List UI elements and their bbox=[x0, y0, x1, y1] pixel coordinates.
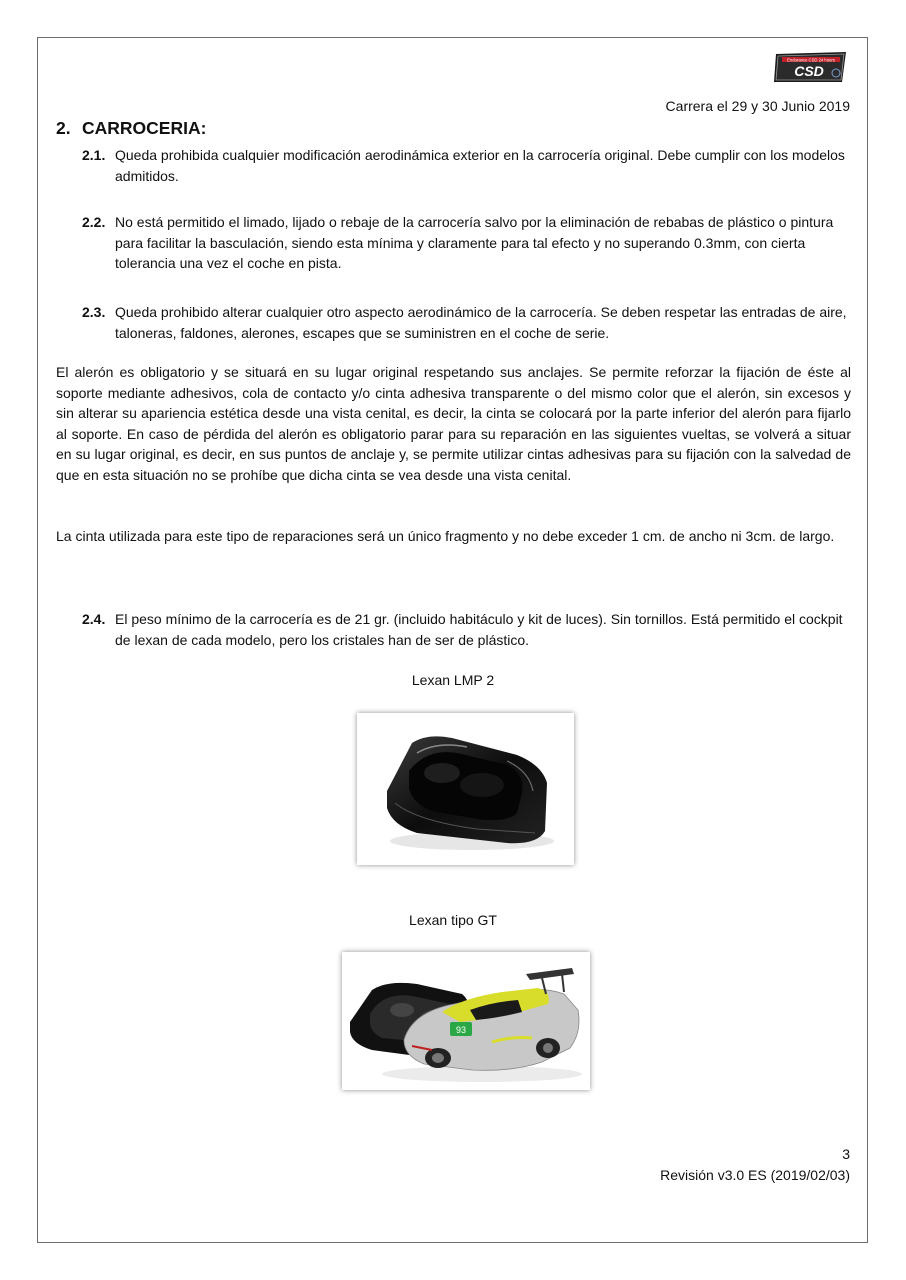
rule-item-2-2 bbox=[82, 212, 852, 274]
rule-item-2-1 bbox=[82, 145, 852, 186]
rule-text: No está permitido el limado, lijado o rebaje de la carrocería salvo por la eliminación de rebabas de plástico o pintura para facilitar la basculación, siendo esta mínima y claramente para tal efecto y no superando 0.3mm, con cierta tolerancia una vez el coche en pista. bbox=[115, 214, 834, 271]
race-date: Carrera el 29 y 30 Junio 2019 bbox=[665, 98, 850, 114]
revision-text: Revisión v3.0 ES (2019/02/03) bbox=[660, 1167, 850, 1183]
figure-caption-gt: Lexan tipo GT bbox=[409, 912, 497, 928]
figure-caption-lmp2: Lexan LMP 2 bbox=[411, 672, 495, 688]
logo-text: CSD bbox=[794, 63, 824, 79]
logo-subtext: Endurance CSD 24 hours bbox=[787, 57, 835, 63]
rule-number: 2.3. bbox=[82, 304, 106, 320]
lexan-lmp2-photo bbox=[357, 713, 574, 865]
rule-number: 2.2. bbox=[82, 214, 106, 230]
car-number: 93 bbox=[455, 1025, 467, 1035]
paragraph-aleron: El alerón es obligatorio y se situará en su lugar original respetando sus anclajes. Se permite reforzar la fijación de éste al soporte mediante adhesivos, cola de contacto y/o cinta adhesiva transparente o del mismo color que el alerón, sin excesos y sin alterar su apariencia estética desde una vista cenital, es decir, la cinta se colocará por la parte inferior del alerón para fijarlo al soporte. En caso de pérdida del alerón es obligatorio parar para su reparación en las siguientes vueltas, se volverá a situar en su lugar original, es decir, en sus puntos de anclaje y, se permite utilizar cintas adhesivas para su fijación con la salvedad de que en esta situación no se prohíbe que dicha cinta se vea desde una vista cenital. bbox=[56, 364, 851, 483]
rule-number: 2.4. bbox=[82, 611, 106, 627]
section-title: CARROCERIA: bbox=[82, 118, 207, 138]
rule-text: El peso mínimo de la carrocería es de 21 gr. (incluido habitáculo y kit de luces). Sin tornillos. Está permitido el cockpit de lexan de cada modelo, pero los cristales han de ser de plástico. bbox=[115, 611, 843, 648]
section-number: 2. bbox=[56, 118, 71, 138]
rule-text: Queda prohibido alterar cualquier otro aspecto aerodinámico de la carrocería. Se deben respetar las entradas de aire, taloneras, faldones, alerones, escapes que se suministren en el coche de serie. bbox=[115, 304, 847, 341]
rule-item-2-3 bbox=[82, 302, 852, 343]
page-number: 3 bbox=[842, 1146, 850, 1162]
rule-text: Queda prohibida cualquier modificación aerodinámica exterior en la carrocería original. Debe cumplir con los modelos admitidos. bbox=[115, 147, 845, 184]
paragraph-cinta: La cinta utilizada para este tipo de reparaciones será un único fragmento y no debe exceder 1 cm. de ancho ni 3cm. de largo. bbox=[56, 528, 835, 544]
csd-logo bbox=[772, 50, 850, 84]
lexan-gt-photo bbox=[342, 952, 590, 1090]
rule-number: 2.1. bbox=[82, 147, 106, 163]
rule-item-2-4 bbox=[82, 609, 852, 650]
section-heading bbox=[56, 118, 206, 139]
